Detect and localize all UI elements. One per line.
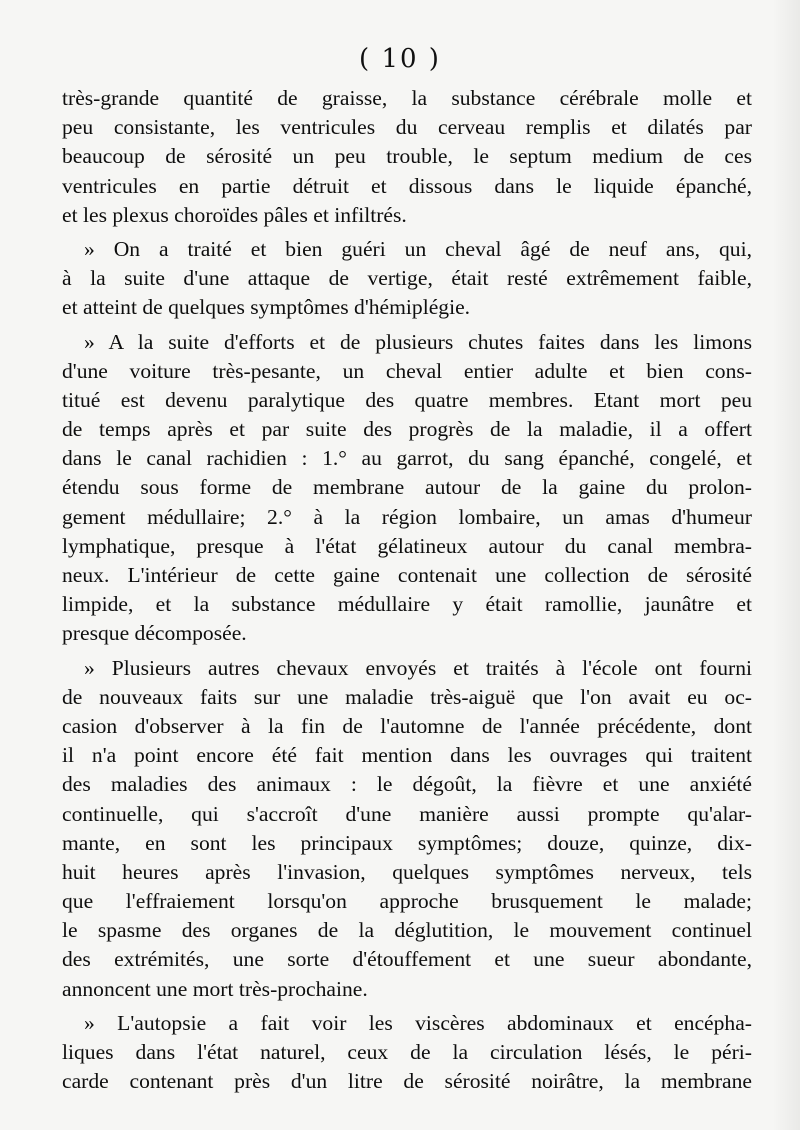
text-line: ventricules en partie détruit et dissous dans le liquide épanché, (62, 173, 752, 198)
text-line: des maladies des animaux : le dégoût, la fièvre et une anxiété (62, 772, 752, 797)
text-line: lymphatique, presque à l'état gélatineux autour du canal membra- (62, 533, 752, 558)
paragraph (62, 1009, 752, 1097)
text-line: peu consistante, les ventricules du cerveau remplis et dilatés par (62, 115, 752, 140)
text-line: beaucoup de sérosité un peu trouble, le septum medium de ces (62, 144, 752, 169)
text-line: à la suite d'une attaque de vertige, était resté extrêmement faible, (62, 266, 752, 291)
text-line: étendu sous forme de membrane autour de la gaine du prolon- (62, 475, 752, 500)
text-line: gement médullaire; 2.° à la région lombaire, un amas d'humeur (62, 504, 752, 529)
page-edge-shadow (772, 0, 800, 1130)
text-line: carde contenant près d'un litre de sérosité noirâtre, la membrane (62, 1069, 752, 1094)
text-line: annoncent une mort très-prochaine. (62, 976, 368, 1001)
paragraph (62, 235, 752, 323)
text-line: » L'autopsie a fait voir les viscères abdominaux et encépha- (84, 1010, 752, 1035)
text-line: de nouveaux faits sur une maladie très-aiguë que l'on avait eu oc- (62, 684, 752, 709)
body-text (62, 84, 752, 1096)
text-line: » Plusieurs autres chevaux envoyés et traités à l'école ont fourni (84, 655, 752, 680)
paragraph (62, 328, 752, 649)
text-line: neux. L'intérieur de cette gaine contenait une collection de sérosité (62, 563, 752, 587)
paragraph (62, 654, 752, 1004)
text-line: casion d'observer à la fin de l'automne de l'année précédente, dont (62, 713, 752, 738)
paragraph (62, 84, 752, 230)
text-line: il n'a point encore été fait mention dans les ouvrages qui traitent (62, 743, 752, 768)
text-line: huit heures après l'invasion, quelques symptômes nerveux, tels (62, 859, 752, 884)
text-line: très-grande quantité de graisse, la substance cérébrale molle et (62, 86, 752, 110)
text-line: limpide, et la substance médullaire y était ramollie, jaunâtre et (62, 592, 752, 617)
text-line: presque décomposée. (62, 621, 247, 646)
text-line: dans le canal rachidien : 1.° au garrot, du sang épanché, congelé, et (62, 446, 752, 471)
text-line: d'une voiture très-pesante, un cheval entier adulte et bien cons- (62, 358, 752, 383)
text-line: et les plexus choroïdes pâles et infiltrés. (62, 202, 407, 227)
text-line: mante, en sont les principaux symptômes; douze, quinze, dix- (62, 830, 752, 855)
page-number: ( 10 ) (359, 44, 441, 74)
text-line: » A la suite d'efforts et de plusieurs chutes faites dans les limons (84, 329, 752, 354)
text-line: liques dans l'état naturel, ceux de la circulation lésés, le péri- (62, 1040, 752, 1064)
text-line: de temps après et par suite des progrès de la maladie, il a offert (62, 417, 752, 442)
text-line: et atteint de quelques symptômes d'hémiplégie. (62, 295, 471, 320)
text-line: titué est devenu paralytique des quatre membres. Etant mort peu (62, 387, 752, 412)
text-line: que l'effraiement lorsqu'on approche brusquement le malade; (62, 889, 752, 914)
text-line: le spasme des organes de la déglutition, le mouvement continuel (62, 918, 752, 943)
text-line: continuelle, qui s'accroît d'une manière aussi prompte qu'alar- (62, 801, 752, 826)
text-line: » On a traité et bien guéri un cheval âgé de neuf ans, qui, (84, 236, 752, 261)
text-line: des extrémités, une sorte d'étouffement et une sueur abondante, (62, 947, 752, 972)
